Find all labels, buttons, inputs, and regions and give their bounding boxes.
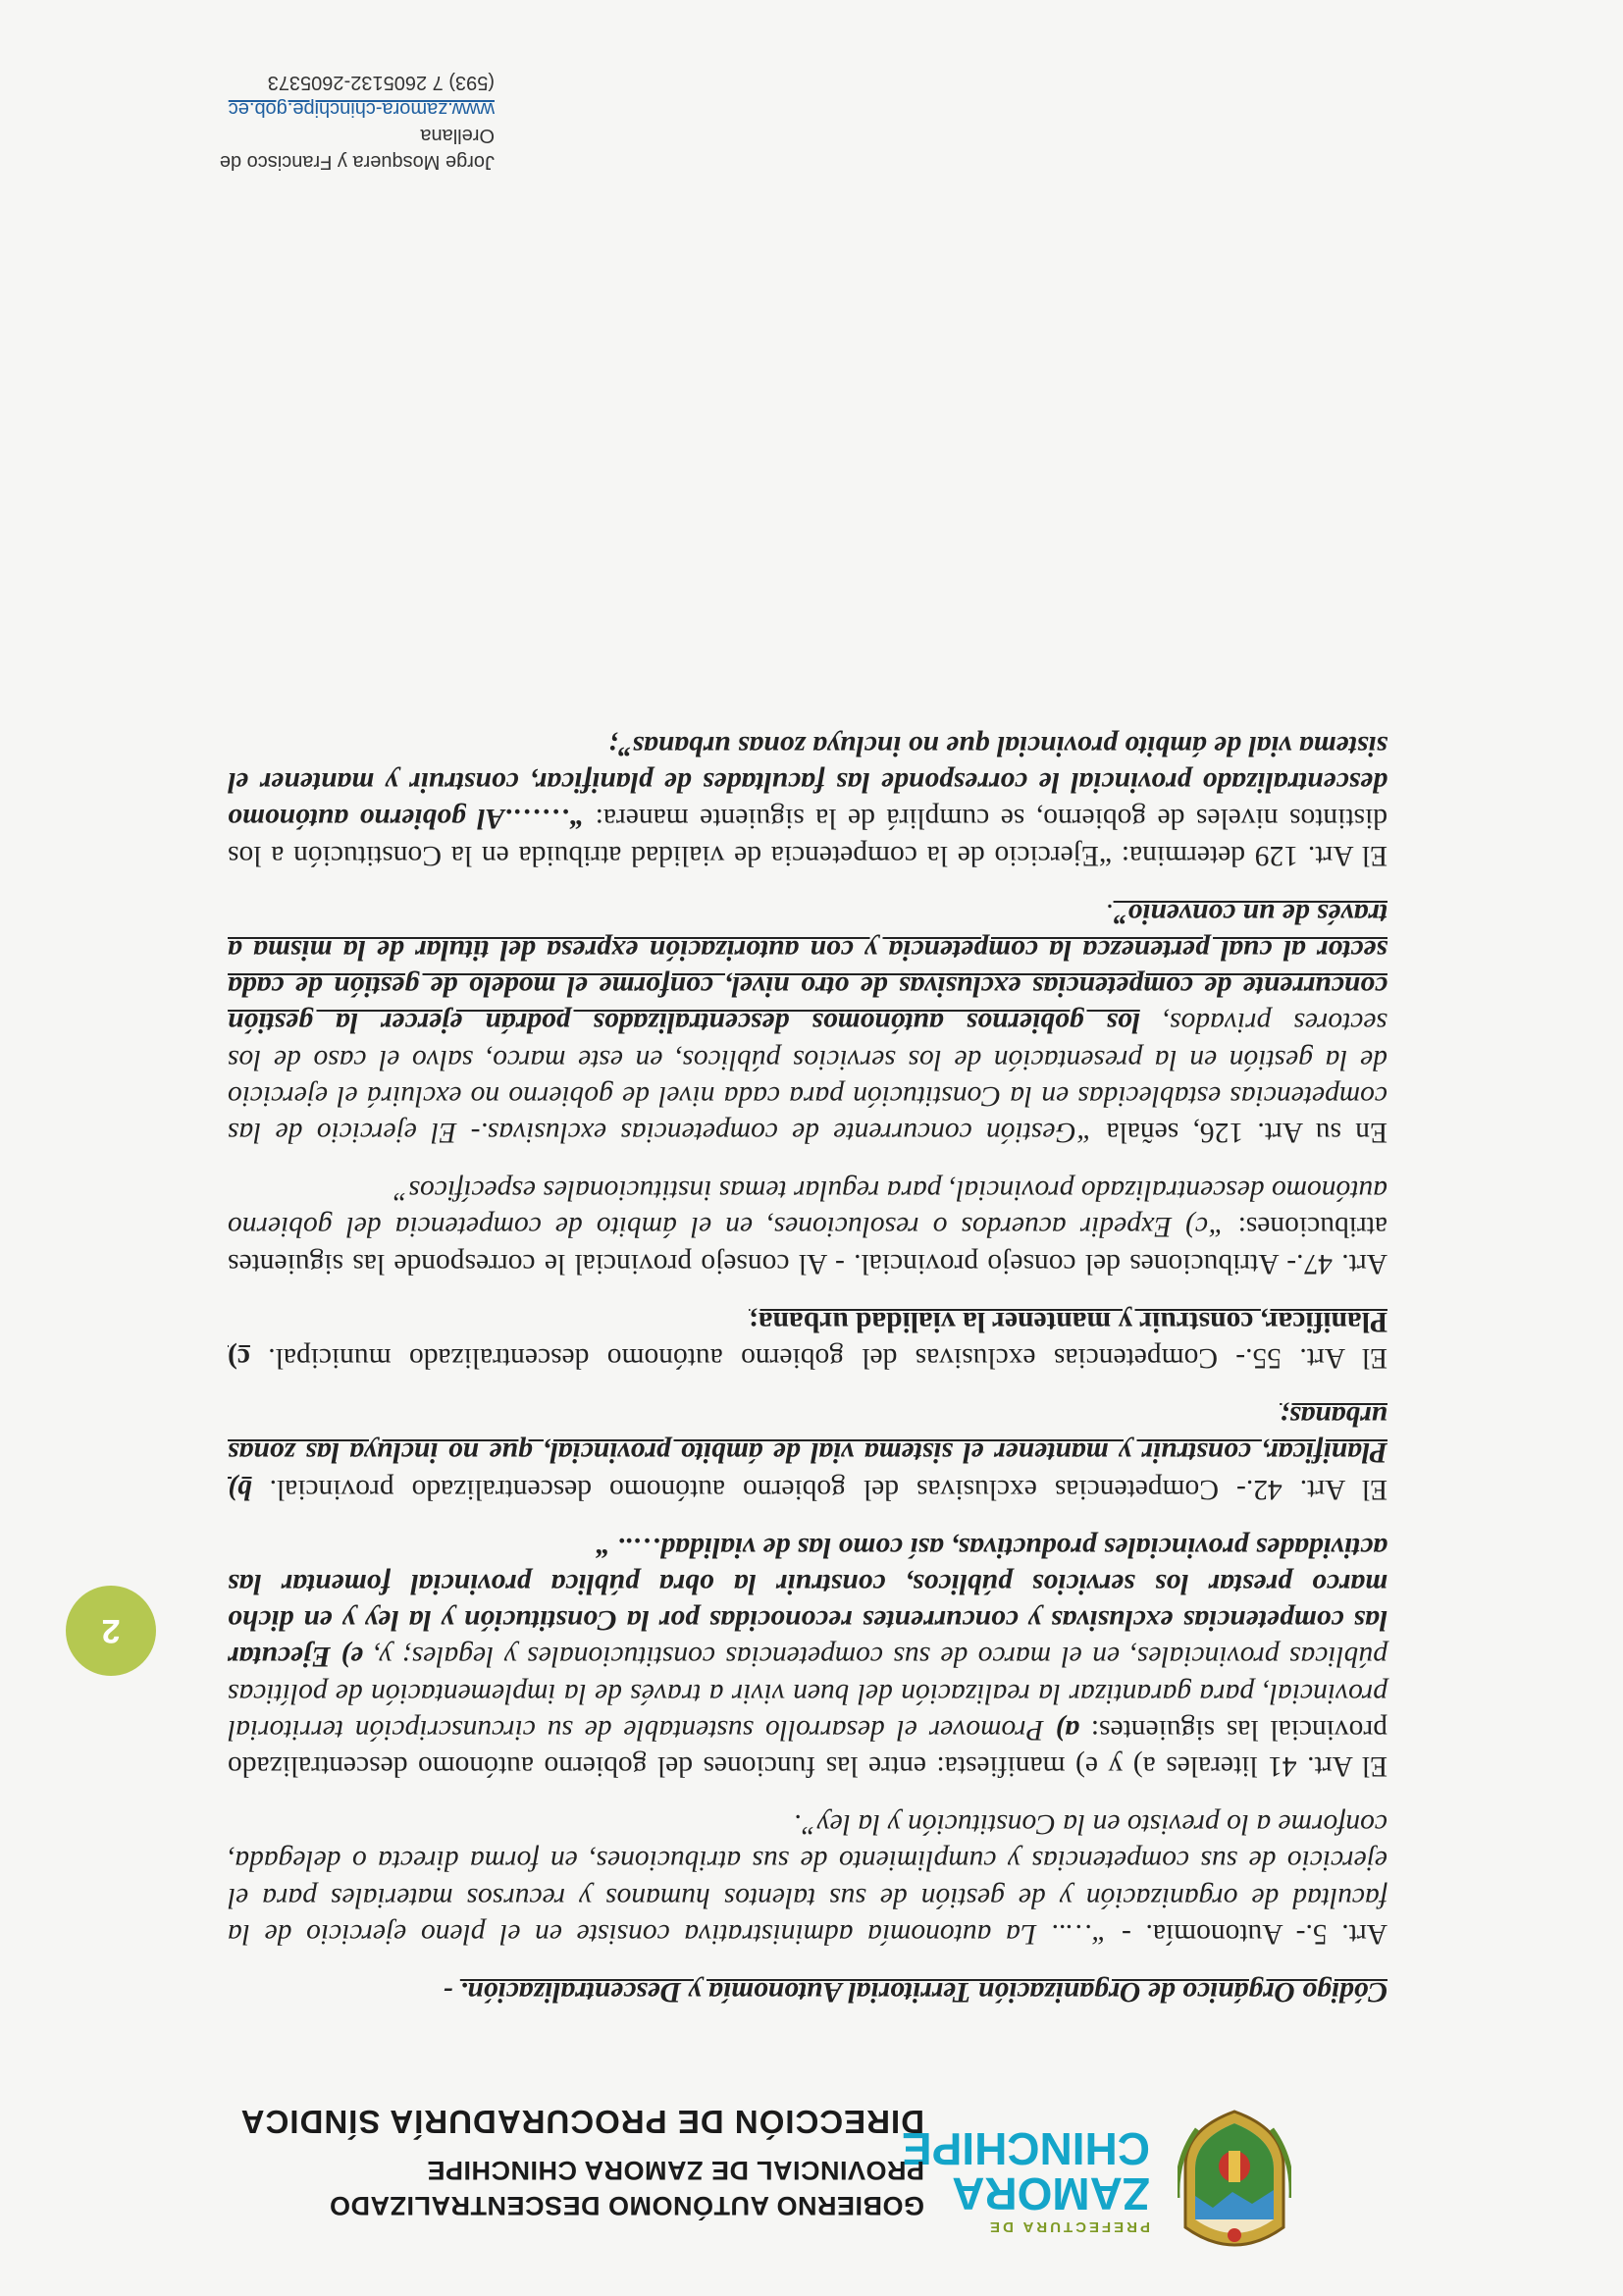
art47-intro: Art. 47.- Atribuciones del consejo provincial. - Al consejo provincial le corresponde las siguientes atribuciones: [228, 1211, 1387, 1279]
art126-end: . [1106, 897, 1114, 929]
art126-a: “Gestión concurrente de competencias exclusivas.- El ejercicio de las competencias establecidas en la Constitución para cada nivel de gobierno no excluirá el ejercicio de la gestión en la presentación de los servicios públicos, en este marco, salvo el caso de los sectores privados, [228, 1007, 1387, 1148]
section-title [228, 1973, 1387, 2009]
paragraph-art42 [228, 1397, 1387, 1507]
footer-website-link[interactable]: www.zamora-chinchipe.gob.ec [228, 98, 495, 120]
footer-phone: (593) 7 2605132-2605373 [267, 72, 495, 93]
logo-chinchipe: CHINCHIPE [901, 2123, 1150, 2174]
art126-b: los gobiernos autónomos descentralizados podrán ejercer la gestión concurrente de competencias exclusivas de otro nivel, conforme el modelo de gestión de cada sector al cual pertenezca la competencia y con autorización expresa del titular de la misma a través de un convenio” [228, 897, 1387, 1039]
footer-address: Jorge Mosquera y Francisco de Orellana [219, 125, 495, 173]
institution-block [179, 2104, 924, 2223]
institution-name-line1: GOBIERNO AUTÓNOMO DESCENTRALIZADO [329, 2191, 924, 2220]
footer-contact [141, 69, 495, 175]
art41-intro: El Art. 41 literales a) y e) manifiesta: entre las funciones del gobierno autónomo descentralizado provincial las siguientes: [228, 1713, 1387, 1782]
logo-zamora: ZAMORA [952, 2168, 1150, 2219]
art55-c: c) Planificar, construir y mantener la vialidad urbana; [228, 1305, 1387, 1374]
art42-intro: El Art. 42.- Competencias exclusivas del gobierno autónomo descentralizado provincial. [269, 1473, 1387, 1505]
paragraph-art129 [228, 727, 1387, 873]
paragraph-art5 [228, 1805, 1387, 1952]
institution-name-line2: PROVINCIAL DE ZAMORA CHINCHIPE [426, 2156, 924, 2185]
art41-e-text: e) Ejecutar las competencias exclusivas y concurrentes reconocidas por la Constitución y la ley y en dicho marco prestar los servicios públicos, construir la obra pública provincial fomentar las actividades provinciales productivas, así como las de vialidad….. “ [227, 1531, 1387, 1673]
art126-intro: En su Art. 126, señala [1092, 1116, 1387, 1148]
title-text: Código Orgánico de Organización Territorial Autonomía y Descentralización. [459, 1976, 1387, 2008]
paragraph-art126 [228, 895, 1387, 1150]
page-number-badge: 2 [66, 1586, 156, 1676]
title-suffix: - [443, 1976, 460, 2008]
department-name: DIRECCIÓN DE PROCURADURÍA SÍNDICA [239, 2104, 924, 2140]
paragraph-art47 [228, 1172, 1387, 1281]
art5-quote: “….. La autonomía administrativa consiste en el pleno ejercicio de la facultad de organización y de gestión de sus talentos humanos y recursos materiales para el ejercicio de sus competencias y cumplimiento de sus atribuciones, en forma directa o delegada, conforme a lo previsto en la Constitución y la ley”. [228, 1808, 1387, 1950]
art41-a-text: Promover el desarrollo sustentable de su circunscripción territorial provincial, para garantizar la realización del buen vivir a través de la implementación de políticas públicas provinciales, en el marco de sus competencias constitucionales y legales; y, [228, 1641, 1387, 1746]
art41-a-label: a) [1055, 1713, 1079, 1746]
provincial-coat-of-arms-icon [1178, 2110, 1291, 2257]
paragraph-art55 [228, 1303, 1387, 1376]
document-body [228, 705, 1387, 2009]
prefecture-logo [901, 2123, 1150, 2235]
art129-quote: “…….Al gobierno autónomo descentralizado provincial le corresponde las facultades de planificar, construir y mantener el sistema vial de ámbito provincial que no incluya zonas urbanas”; [228, 729, 1387, 835]
art42-b: b) Planificar, construir y mantener el sistema vial de ámbito provincial, que no incluya las zonas urbanas; [228, 1400, 1387, 1505]
paragraph-art41 [228, 1529, 1387, 1784]
art55-intro: El Art. 55.- Competencias exclusivas del gobierno autónomo descentralizado municipal. [268, 1341, 1387, 1374]
logo-prefix: PREFECTURA DE [987, 2218, 1150, 2235]
art5-prefix: Art. 5.- Autonomía. - [1107, 1917, 1387, 1950]
letterhead [0, 2041, 1623, 2296]
art129-intro: El Art. 129 determina: “Ejercicio de la competencia de vialidad atribuida en la Constitución a los distintos niveles de gobierno, se cumplirá de la siguiente manera: [228, 803, 1387, 871]
art47-c: “c) Expedir acuerdos o resoluciones, en el ámbito de competencia del gobierno autónomo descentralizado provincial, para regular temas institucionales específicos” [228, 1174, 1387, 1243]
